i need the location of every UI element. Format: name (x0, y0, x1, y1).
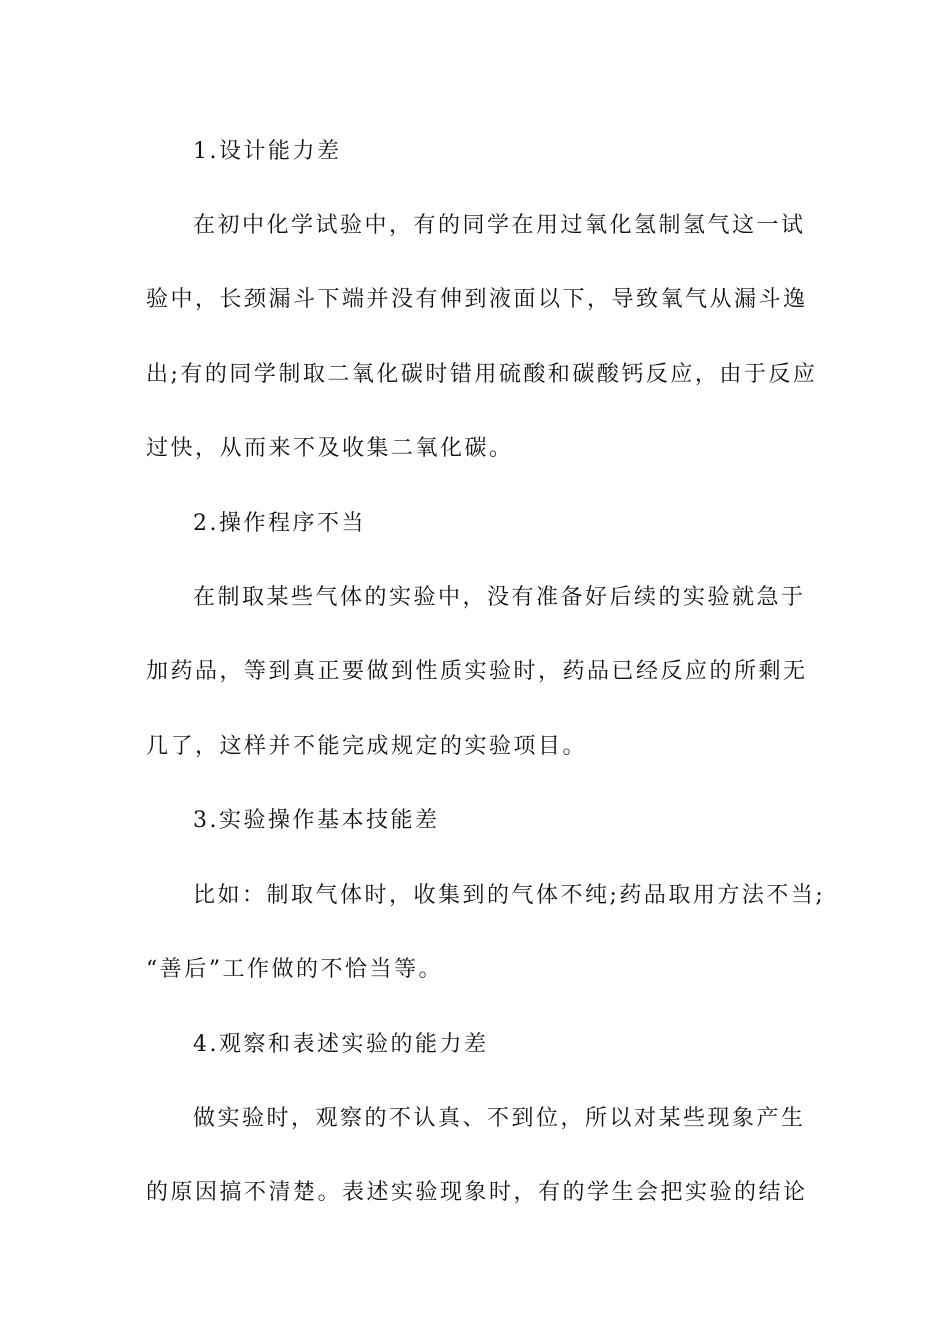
section-heading: 2.操作程序不当 (193, 511, 366, 536)
paragraph-line: 在制取某些气体的实验中，没有准备好后续的实验就急于 (193, 585, 806, 610)
section-heading: 4.观察和表述实验的能力差 (193, 1032, 489, 1057)
paragraph-line: 验中，长颈漏斗下端并没有伸到液面以下，导致氧气从漏斗逸 (146, 287, 808, 312)
section-heading: 3.实验操作基本技能差 (193, 808, 440, 833)
paragraph-line: 在初中化学试验中，有的同学在用过氧化氢制氢气这一试 (193, 213, 806, 238)
paragraph-line: 的原因搞不清楚。表述实验现象时，有的学生会把实验的结论 (146, 1180, 808, 1205)
paragraph-line: 加药品，等到真正要做到性质实验时，药品已经反应的所剩无 (146, 659, 808, 684)
paragraph-line: 做实验时，观察的不认真、不到位，所以对某些现象产生 (193, 1106, 806, 1131)
paragraph-line: 过快，从而来不及收集二氧化碳。 (146, 436, 514, 461)
paragraph-line: “善后”工作做的不恰当等。 (146, 957, 443, 982)
section-heading: 1.设计能力差 (193, 139, 342, 164)
paragraph-line: 出;有的同学制取二氧化碳时错用硫酸和碳酸钙反应，由于反应 (146, 362, 818, 387)
paragraph-line: 几了，这样并不能完成规定的实验项目。 (146, 734, 588, 759)
paragraph-line: 比如：制取气体时，收集到的气体不纯;药品取用方法不当; (193, 883, 826, 908)
